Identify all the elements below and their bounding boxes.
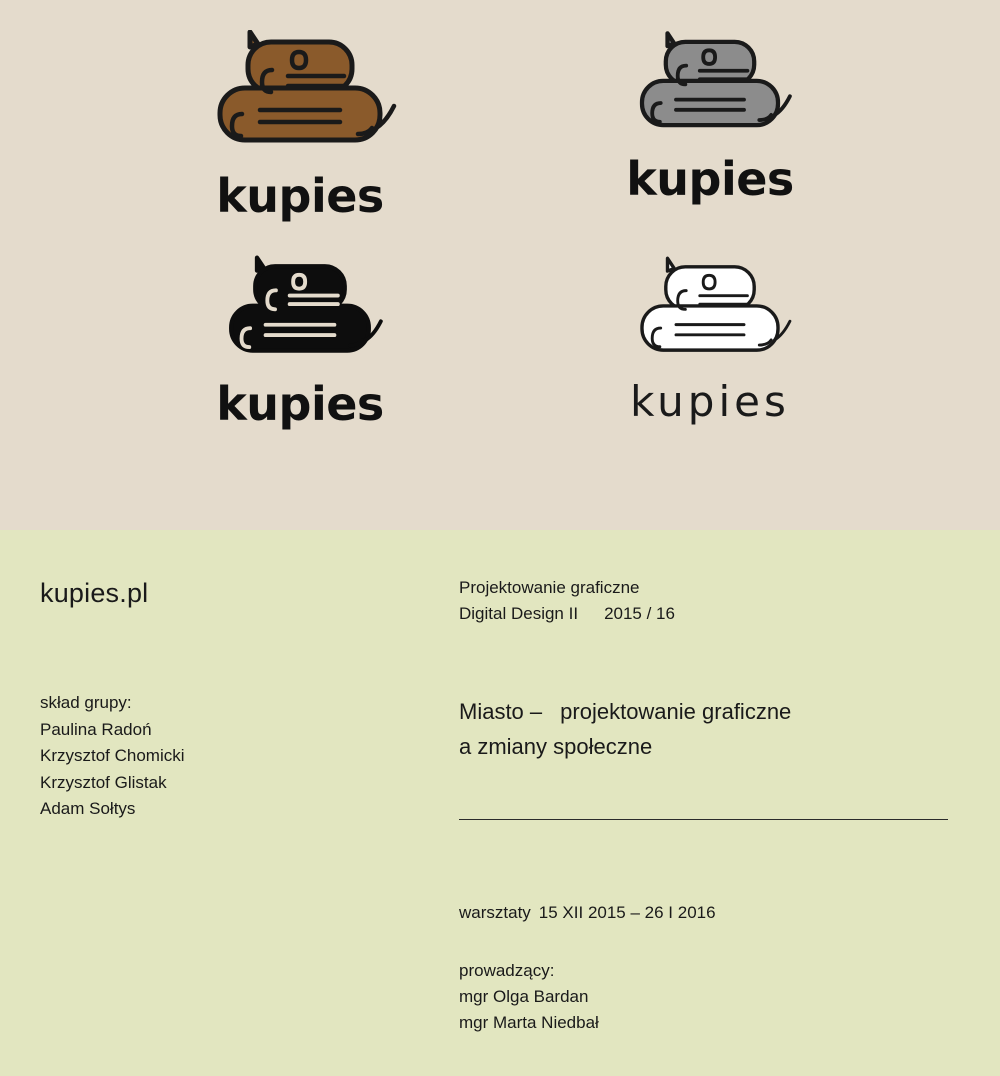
divider [459,819,948,820]
topic-line-1 [459,694,791,729]
workshop-dates-row [459,903,716,923]
group-member: Krzysztof Glistak [40,772,167,792]
info-panel [0,530,1000,1076]
leader-name: mgr Marta Niedbał [459,1013,599,1032]
dog-coil-icon [625,255,795,373]
logo-wordmark: kupies [216,377,384,431]
topic-line-1a: Miasto – [459,699,543,724]
logo-wordmark: kupies [216,169,384,223]
logo-variant-brown [100,30,500,270]
dog-coil-icon [214,255,386,373]
group-member: Paulina Radoń [40,719,152,739]
topic-line-1b: projektowanie graficzne [560,699,792,724]
leader-name: mgr Olga Bardan [459,987,589,1006]
logo-variant-outline [510,255,910,495]
group-members-block [40,690,185,823]
course-name: Projektowanie graficzne [459,578,640,597]
group-member: Adam Sołtys [40,799,136,818]
course-level: Digital Design II [459,604,579,623]
group-member: Krzysztof Chomicki [40,746,185,765]
leaders-label: prowadzący: [459,961,555,980]
leaders-block [459,958,599,1036]
logo-variant-gray [510,30,910,270]
course-year: 2015 / 16 [604,604,675,623]
logo-wordmark: kupies [630,377,790,426]
logo-wordmark: kupies [626,152,794,206]
page-title: kupies.pl [40,578,149,608]
dog-coil-icon [625,30,795,148]
topic-block [459,694,791,764]
workshop-label: warsztaty [459,903,531,922]
logo-variant-black [100,255,500,495]
group-label: skład grupy: [40,693,132,712]
workshop-date-range: 15 XII 2015 – 26 I 2016 [538,903,716,922]
logo-showcase-panel [0,0,1000,530]
course-level-row [459,601,675,627]
topic-line-2: a zmiany społeczne [459,734,653,759]
dog-coil-icon [200,30,400,165]
course-block [459,575,675,627]
